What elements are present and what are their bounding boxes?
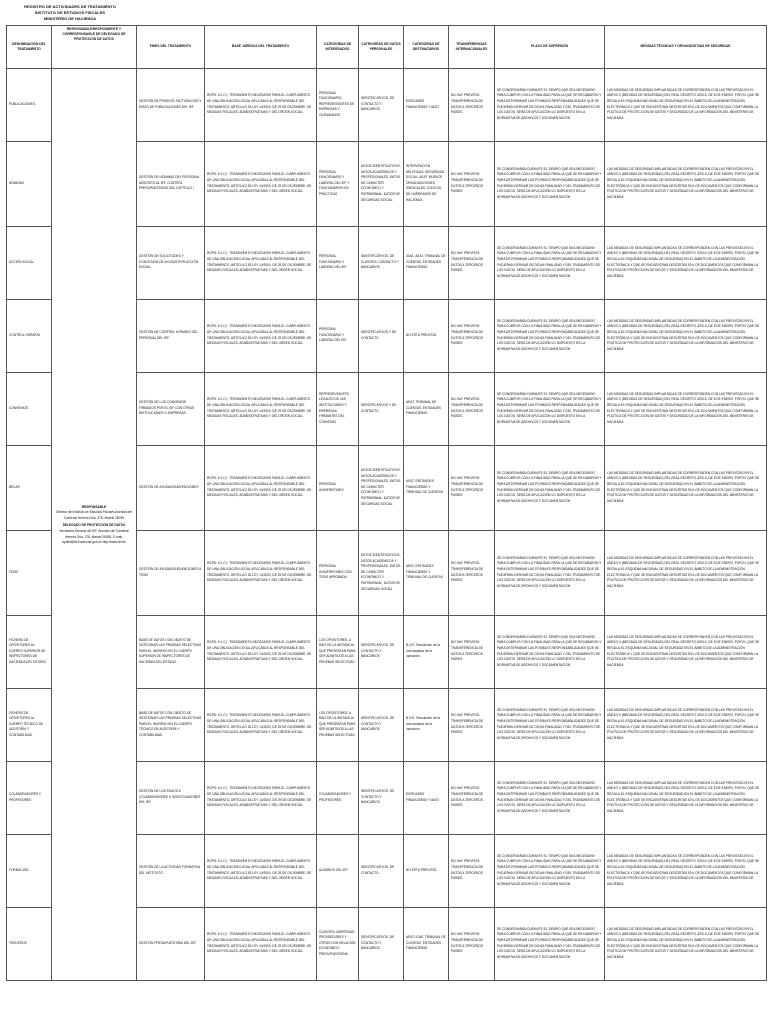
cell-destinatarios: INTERVENCIÓN DELEGADA, SEGURIDAD SOCIAL, AEAT, MUFACE, ORGANIZACIONES SINDICALES, COLEGIO DE HUÉRFANOS DE HACIENDA — [404, 141, 449, 226]
cell-medidas: LAS MEDIDAS DE SEGURIDAD IMPLANTADAS SE CORRESPONDEN CON LAS PREVISTAS EN EL ANEXO II (MEDIDAS DE SEGURIDAD) DEL REAL DECRETO 3/2010, DE 8 DE ENERO, POR EL QUE SE REGULA EL ESQUEMA NACIONAL DE SEGURIDAD EN EL ÁMBITO DE LA ADMINISTRACIÓN ELECTRÓNICA Y QUE SE ENCUENTRAN DESCRITAS EN LOS DOCUMENTOS QUE CONFORMAN LA POLÍTICA DE PROTECCIÓN DE DATOS Y SEGURIDAD DE LA INFORMACIÓN DEL MINISTERIO DE HACIENDA — [605, 761, 767, 834]
cell-base: RGPD: 6.1.C) : TRATAMIENTO NECESARIO PARA EL CUMPLIMIENTO DE UNA OBLIGACIÓN LEGAL APLICABLE AL RESPONSABLE DEL TRATAMIENTO. ARTÍCULO 53 LEY 14/2000, DE 29 DE DICIEMBRE, DE MEDIDAS FISCALES, ADMINISTRATIVAS Y DEL ORDEN SOCIAL. — [205, 372, 317, 445]
cell-denominacion: TESIS — [7, 530, 52, 615]
cell-transferencias: NO HAY PREVISTA TRANSFERENCIA DE DATOS A TERCEROS PAÍSES. — [449, 688, 495, 761]
cell-transferencias: NO HAY PREVISTA TRANSFERENCIA DE DATOS A TERCEROS PAÍSES. — [449, 907, 495, 980]
col-header-transferencias: TRANSFERENCIAS INTERNACIONALES — [449, 25, 495, 68]
cell-medidas: LAS MEDIDAS DE SEGURIDAD IMPLANTADAS SE CORRESPONDEN CON LAS PREVISTAS EN EL ANEXO II (MEDIDAS DE SEGURIDAD) DEL REAL DECRETO 3/2010, DE 8 DE ENERO, POR EL QUE SE REGULA EL ESQUEMA NACIONAL DE SEGURIDAD EN EL ÁMBITO DE LA ADMINISTRACIÓN ELECTRÓNICA Y QUE SE ENCUENTRAN DESCRITAS EN LOS DOCUMENTOS QUE CONFORMAN LA POLÍTICA DE PROTECCIÓN DE DATOS Y SEGURIDAD DE LA INFORMACIÓN DEL MINISTERIO DE HACIENDA — [605, 445, 767, 530]
cell-transferencias: NO HAY PREVISTA TRANSFERENCIA DE DATOS A TERCEROS PAÍSES. — [449, 372, 495, 445]
cell-denominacion: FICHERO DE OPOSITORES AL CUERPO TÉCNICO DE AUDITORÍA Y CONTABILIDAD — [7, 688, 52, 761]
cell-interesados: PERSONAL FUNCIONARIO Y LABORAL DEL IEF. — [317, 226, 359, 299]
cell-datos: IDENTIFICATIVOS, DE CONTACTO Y BANCARIOS — [359, 615, 404, 688]
cell-fines: GESTIÓN DE LOS CONVENIOS FIRMADOS POR EL IEF CON OTRAS INSTITUCIONES O EMPRESAS. — [137, 372, 205, 445]
header-line: REGISTRO DE ACTIVIDADES DE TRATAMIENTO — [24, 4, 116, 9]
cell-fines: GESTIÓN DE AYUDAS/SUBVENCIONES — [137, 445, 205, 530]
cell-transferencias: NO HAY PREVISTA TRANSFERENCIA DE DATOS A TERCEROS PAÍSES. — [449, 141, 495, 226]
cell-destinatarios: B.O.E. Resolución de la convocatoria de la oposición. — [404, 615, 449, 688]
cell-fines: GESTIÓN DE NÓMINAS DEL PERSONAL ADSCRITO AL IEF. CONTROL PRESUPUESTARIO DEL CAPÍTULO I — [137, 141, 205, 226]
cell-interesados: REPRESENTANTES LEGALES DE LAS INSTITUCIONES Y EMPRESAS FIRMANTES DEL CONVENIO — [317, 372, 359, 445]
cell-base: RGPD: 6.1.C) : TRATAMIENTO NECESARIO PARA EL CUMPLIMIENTO DE UNA OBLIGACIÓN LEGAL APLICABLE AL RESPONSABLE DEL TRATAMIENTO. ARTÍCULO 53 LEY 14/2000, DE 29 DE DICIEMBRE, DE MEDIDAS FISCALES, ADMINISTRATIVAS Y DEL ORDEN SOCIAL. — [205, 761, 317, 834]
cell-transferencias: NO HAY PREVISTA TRANSFERENCIA DE DATOS A TERCEROS PAÍSES. — [449, 299, 495, 372]
cell-transferencias: NO HAY PREVISTA TRANSFERENCIA DE DATOS A TERCEROS PAÍSES. — [449, 530, 495, 615]
cell-denominacion: TERCEROS — [7, 907, 52, 980]
cell-destinatarios: AEAT, ENTIDADES FINANCIERAS Y TRIBUNAL DE CUENTAS — [404, 445, 449, 530]
cell-interesados: LOS OPOSITORES, A RAÍZ DE LA INSTANCIA QUE PRESENTAN PARA SER ADMITIDOS A LAS PRUEBAS SELECTIVAS. — [317, 688, 359, 761]
cell-destinatarios: ENTIDADES FINANCIERAS Y AEAT — [404, 68, 449, 141]
cell-fines: BASE DE DATOS CON OBJETO DE GESTIONAR LAS PRUEBAS SELECTIVAS PARA EL INGRESO EN EL CUERPO SUPERIOR DE INSPECTORES DE HACIENDA DEL ESTADO. — [137, 615, 205, 688]
cell-medidas: LAS MEDIDAS DE SEGURIDAD IMPLANTADAS SE CORRESPONDEN CON LAS PREVISTAS EN EL ANEXO II (MEDIDAS DE SEGURIDAD) DEL REAL DECRETO 3/2010, DE 8 DE ENERO, POR EL QUE SE REGULA EL ESQUEMA NACIONAL DE SEGURIDAD EN EL ÁMBITO DE LA ADMINISTRACIÓN ELECTRÓNICA Y QUE SE ENCUENTRAN DESCRITAS EN LOS DOCUMENTOS QUE CONFORMAN LA POLÍTICA DE PROTECCIÓN DE DATOS Y SEGURIDAD DE LA INFORMACIÓN DEL MINISTERIO DE HACIENDA — [605, 688, 767, 761]
cell-destinatarios: AEAT, ENTIDADES FINANCIERAS Y TRIBUNAL DE CUENTAS — [404, 530, 449, 615]
cell-fines: BASE DE DATOS CON OBJETO DE GESTIONAR LAS PRUEBAS SELECTIVAS PARA EL INGRESO EN EL CUERPO TÉCNICO DE AUDITORÍA Y CONTABILIDAD — [137, 688, 205, 761]
cell-base: RGPD: 6.1.C) : TRATAMIENTO NECESARIO PARA EL CUMPLIMIENTO DE UNA OBLIGACIÓN LEGAL APLICABLE AL RESPONSABLE DEL TRATAMIENTO. ARTÍCULO 53 LEY 14/2000, DE 29 DE DICIEMBRE, DE MEDIDAS FISCALES, ADMINISTRATIVAS Y DEL ORDEN SOCIAL. — [205, 68, 317, 141]
cell-datos: DATOS IDENTIFICATIVOS, DATOS ACADÉMICOS Y PROFESIONALES, DATOS DE CARÁCTER ECONÓMICO Y PATRIMONIAL, DATOS DE SEGURIDAD SOCIAL — [359, 141, 404, 226]
cell-destinatarios: B.O.E. Resolución de la convocatoria de la oposición. — [404, 688, 449, 761]
cell-destinatarios: NO ESTÁ PREVISTA — [404, 299, 449, 372]
cell-medidas: LAS MEDIDAS DE SEGURIDAD IMPLANTADAS SE CORRESPONDEN CON LAS PREVISTAS EN EL ANEXO II (MEDIDAS DE SEGURIDAD) DEL REAL DECRETO 3/2010, DE 8 DE ENERO, POR EL QUE SE REGULA EL ESQUEMA NACIONAL DE SEGURIDAD EN EL ÁMBITO DE LA ADMINISTRACIÓN ELECTRÓNICA Y QUE SE ENCUENTRAN DESCRITAS EN LOS DOCUMENTOS QUE CONFORMAN LA POLÍTICA DE PROTECCIÓN DE DATOS Y SEGURIDAD DE LA INFORMACIÓN DEL MINISTERIO DE HACIENDA — [605, 907, 767, 980]
cell-destinatarios: NO ESTÁ PREVISTA — [404, 834, 449, 907]
cell-plazo: SE CONSERVARÁN DURANTE EL TIEMPO QUE SEA NECESARIO PARA CUMPLIR CON LA FINALIDAD PARA LA QUE SE RECABARON Y PARA DETERMINAR LAS POSIBLES RESPONSABILIDADES QUE SE PUDIERAN DERIVAR DE DICHA FINALIDAD Y DEL TRATAMIENTO DE LOS DATOS. SERÁ DE APLICACIÓN LO DISPUESTO EN LA NORMATIVA DE ARCHIVOS Y DOCUMENTACIÓN — [495, 68, 605, 141]
cell-transferencias: NO HAY PREVISTA TRANSFERENCIA DE DATOS A TERCEROS PAÍSES. — [449, 68, 495, 141]
cell-base: RGPD: 6.1.C) : TRATAMIENTO NECESARIO PARA EL CUMPLIMIENTO DE UNA OBLIGACIÓN LEGAL APLICABLE AL RESPONSABLE DEL TRATAMIENTO. ARTÍCULO 53 LEY 14/2000, DE 29 DE DICIEMBRE, DE MEDIDAS FISCALES, ADMINISTRATIVAS Y DEL ORDEN SOCIAL. — [205, 141, 317, 226]
col-header-interesados: CATEGORÍAS DE INTERESADOS — [317, 25, 359, 68]
cell-medidas: LAS MEDIDAS DE SEGURIDAD IMPLANTADAS SE CORRESPONDEN CON LAS PREVISTAS EN EL ANEXO II (MEDIDAS DE SEGURIDAD) DEL REAL DECRETO 3/2010, DE 8 DE ENERO, POR EL QUE SE REGULA EL ESQUEMA NACIONAL DE SEGURIDAD EN EL ÁMBITO DE LA ADMINISTRACIÓN ELECTRÓNICA Y QUE SE ENCUENTRAN DESCRITAS EN LOS DOCUMENTOS QUE CONFORMAN LA POLÍTICA DE PROTECCIÓN DE DATOS Y SEGURIDAD DE LA INFORMACIÓN DEL MINISTERIO DE HACIENDA — [605, 530, 767, 615]
header-line: MINISTERIO DE HACIENDA — [43, 16, 97, 22]
col-header-plazo: PLAZO DE SUPRESIÓN — [495, 25, 605, 68]
cell-interesados: PERSONAL UNIVERSITARIO — [317, 445, 359, 530]
cell-denominacion: COLABORADORES Y PROFESORES — [7, 761, 52, 834]
responsable-cell — [52, 68, 137, 980]
cell-plazo: SE CONSERVARÁN DURANTE EL TIEMPO QUE SEA NECESARIO PARA CUMPLIR CON LA FINALIDAD PARA LA QUE SE RECABARON Y PARA DETERMINAR LAS POSIBLES RESPONSABILIDADES QUE SE PUDIERAN DERIVAR DE DICHA FINALIDAD Y DEL TRATAMIENTO DE LOS DATOS. SERÁ DE APLICACIÓN LO DISPUESTO EN LA NORMATIVA DE ARCHIVOS Y DOCUMENTACIÓN — [495, 834, 605, 907]
cell-interesados: ALUMNOS DEL IEF. — [317, 834, 359, 907]
cell-denominacion: PUBLICACIONES — [7, 68, 52, 141]
cell-denominacion: CONVENIOS — [7, 372, 52, 445]
dpd-text: Secretaría General del IEF. Avenida del Cardenal Herrera Oria, 378, Madrid 28035. E-mail: dpdief@ief.hacienda.gob.es http://www.ief.es — [59, 528, 129, 545]
cell-medidas: LAS MEDIDAS DE SEGURIDAD IMPLANTADAS SE CORRESPONDEN CON LAS PREVISTAS EN EL ANEXO II (MEDIDAS DE SEGURIDAD) DEL REAL DECRETO 3/2010, DE 8 DE ENERO, POR EL QUE SE REGULA EL ESQUEMA NACIONAL DE SEGURIDAD EN EL ÁMBITO DE LA ADMINISTRACIÓN ELECTRÓNICA Y QUE SE ENCUENTRAN DESCRITAS EN LOS DOCUMENTOS QUE CONFORMAN LA POLÍTICA DE PROTECCIÓN DE DATOS Y SEGURIDAD DE LA INFORMACIÓN DEL MINISTERIO DE HACIENDA — [605, 372, 767, 445]
cell-datos: IDENTIFICATIVOS, DE CONTACTO Y BANCARIOS — [359, 68, 404, 141]
cell-plazo: SE CONSERVARÁN DURANTE EL TIEMPO QUE SEA NECESARIO PARA CUMPLIR CON LA FINALIDAD PARA LA QUE SE RECABARON Y PARA DETERMINAR LAS POSIBLES RESPONSABILIDADES QUE SE PUDIERAN DERIVAR DE DICHA FINALIDAD Y DEL TRATAMIENTO DE LOS DATOS. SERÁ DE APLICACIÓN LO DISPUESTO EN LA NORMATIVA DE ARCHIVOS Y DOCUMENTACIÓN — [495, 530, 605, 615]
table-row — [7, 68, 767, 141]
cell-base: RGPD: 6.1.C) : TRATAMIENTO NECESARIO PARA EL CUMPLIMIENTO DE UNA OBLIGACIÓN LEGAL APLICABLE AL RESPONSABLE DEL TRATAMIENTO. ARTÍCULO 53 LEY 14/2000, DE 29 DE DICIEMBRE, DE MEDIDAS FISCALES, ADMINISTRATIVAS Y DEL ORDEN SOCIAL. — [205, 530, 317, 615]
document-page — [6, 0, 766, 981]
col-header-medidas: MEDIDAS TÉCNICAS Y ORGANIZATIVAS DE SEGURIDAD — [605, 25, 767, 68]
cell-plazo: SE CONSERVARÁN DURANTE EL TIEMPO QUE SEA NECESARIO PARA CUMPLIR CON LA FINALIDAD PARA LA QUE SE RECABARON Y PARA DETERMINAR LAS POSIBLES RESPONSABILIDADES QUE SE PUDIERAN DERIVAR DE DICHA FINALIDAD Y DEL TRATAMIENTO DE LOS DATOS. SERÁ DE APLICACIÓN LO DISPUESTO EN LA NORMATIVA DE ARCHIVOS Y DOCUMENTACIÓN — [495, 299, 605, 372]
cell-plazo: SE CONSERVARÁN DURANTE EL TIEMPO QUE SEA NECESARIO PARA CUMPLIR CON LA FINALIDAD PARA LA QUE SE RECABARON Y PARA DETERMINAR LAS POSIBLES RESPONSABILIDADES QUE SE PUDIERAN DERIVAR DE DICHA FINALIDAD Y DEL TRATAMIENTO DE LOS DATOS. SERÁ DE APLICACIÓN LO DISPUESTO EN LA NORMATIVA DE ARCHIVOS Y DOCUMENTACIÓN — [495, 907, 605, 980]
cell-base: RGPD: 6.1.C) : TRATAMIENTO NECESARIO PARA EL CUMPLIMIENTO DE UNA OBLIGACIÓN LEGAL APLICABLE AL RESPONSABLE DEL TRATAMIENTO. ARTÍCULO 53 LEY 14/2000, DE 29 DE DICIEMBRE, DE MEDIDAS FISCALES, ADMINISTRATIVAS Y DEL ORDEN SOCIAL. — [205, 688, 317, 761]
cell-datos: DATOS IDENTIFICATIVOS, DATOS ACADÉMICOS Y PROFESIONALES, DATOS DE CARÁCTER ECONÓMICO Y PATRIMONIAL, DATOS DE SEGURIDAD SOCIAL — [359, 445, 404, 530]
cell-interesados: PERSONAL UNIVERSITARIO CON TESIS APROBADA. — [317, 530, 359, 615]
cell-datos: IDENTIFICATIVOS, DE CONTACTO Y BANCARIOS — [359, 688, 404, 761]
cell-medidas: LAS MEDIDAS DE SEGURIDAD IMPLANTADAS SE CORRESPONDEN CON LAS PREVISTAS EN EL ANEXO II (MEDIDAS DE SEGURIDAD) DEL REAL DECRETO 3/2010, DE 8 DE ENERO, POR EL QUE SE REGULA EL ESQUEMA NACIONAL DE SEGURIDAD EN EL ÁMBITO DE LA ADMINISTRACIÓN ELECTRÓNICA Y QUE SE ENCUENTRAN DESCRITAS EN LOS DOCUMENTOS QUE CONFORMAN LA POLÍTICA DE PROTECCIÓN DE DATOS Y SEGURIDAD DE LA INFORMACIÓN DEL MINISTERIO DE HACIENDA — [605, 141, 767, 226]
col-header-fines: FINES DEL TRATAMIENTO — [137, 25, 205, 68]
cell-medidas: LAS MEDIDAS DE SEGURIDAD IMPLANTADAS SE CORRESPONDEN CON LAS PREVISTAS EN EL ANEXO II (MEDIDAS DE SEGURIDAD) DEL REAL DECRETO 3/2010, DE 8 DE ENERO, POR EL QUE SE REGULA EL ESQUEMA NACIONAL DE SEGURIDAD EN EL ÁMBITO DE LA ADMINISTRACIÓN ELECTRÓNICA Y QUE SE ENCUENTRAN DESCRITAS EN LOS DOCUMENTOS QUE CONFORMAN LA POLÍTICA DE PROTECCIÓN DE DATOS Y SEGURIDAD DE LA INFORMACIÓN DEL MINISTERIO DE HACIENDA — [605, 226, 767, 299]
responsable-text: Director del Instituto de Estudios Fiscales Avenida del Cardenal Herrera Oria, 378, Madrid 28035 — [56, 510, 132, 520]
cell-fines: GESTIÓN DE AYUDAS/SUBVENCIONES A TESIS — [137, 530, 205, 615]
cell-denominacion: CONTROL HORARIO — [7, 299, 52, 372]
cell-base: RGPD: 6.1.C) : TRATAMIENTO NECESARIO PARA EL CUMPLIMIENTO DE UNA OBLIGACIÓN LEGAL APLICABLE AL RESPONSABLE DEL TRATAMIENTO. ARTÍCULO 53 LEY 14/2000, DE 29 DE DICIEMBRE, DE MEDIDAS FISCALES, ADMINISTRATIVAS Y DEL ORDEN SOCIAL. — [205, 907, 317, 980]
cell-interesados: PERSONAL FUNCIONARIO, REPRESENTANTES DE EMPRESAS Y CIUDADANOS — [317, 68, 359, 141]
cell-base: RGPD: 6.1.C) : TRATAMIENTO NECESARIO PARA EL CUMPLIMIENTO DE UNA OBLIGACIÓN LEGAL APLICABLE AL RESPONSABLE DEL TRATAMIENTO. ARTÍCULO 53 LEY 14/2000, DE 29 DE DICIEMBRE, DE MEDIDAS FISCALES, ADMINISTRATIVAS Y DEL ORDEN SOCIAL. — [205, 226, 317, 299]
cell-denominacion: FICHERO DE OPOSITORES AL CUERPO SUPERIOR DE INSPECTORES DE HACIENDA DEL ESTADO — [7, 615, 52, 688]
cell-medidas: LAS MEDIDAS DE SEGURIDAD IMPLANTADAS SE CORRESPONDEN CON LAS PREVISTAS EN EL ANEXO II (MEDIDAS DE SEGURIDAD) DEL REAL DECRETO 3/2010, DE 8 DE ENERO, POR EL QUE SE REGULA EL ESQUEMA NACIONAL DE SEGURIDAD EN EL ÁMBITO DE LA ADMINISTRACIÓN ELECTRÓNICA Y QUE SE ENCUENTRAN DESCRITAS EN LOS DOCUMENTOS QUE CONFORMAN LA POLÍTICA DE PROTECCIÓN DE DATOS Y SEGURIDAD DE LA INFORMACIÓN DEL MINISTERIO DE HACIENDA — [605, 299, 767, 372]
document-header — [6, 4, 134, 23]
cell-transferencias: NO HAY PREVISTA TRANSFERENCIA DE DATOS A TERCEROS PAÍSES. — [449, 834, 495, 907]
cell-denominacion: ACCIÓN SOCIAL — [7, 226, 52, 299]
cell-destinatarios: AEAT, TRIBUNAL DE CUENTAS, ENTIDADES FINANCIERAS — [404, 372, 449, 445]
col-header-denominacion: DENOMINACIÓN DEL TRATAMIENTO — [7, 25, 52, 68]
cell-datos: DATOS IDENTIFICATIVOS, DATOS ACADÉMICOS Y PROFESIONALES, DATOS DE CARÁCTER ECONÓMICO Y PATRIMONIAL, DATOS DE SEGURIDAD SOCIAL — [359, 530, 404, 615]
cell-plazo: SE CONSERVARÁN DURANTE EL TIEMPO QUE SEA NECESARIO PARA CUMPLIR CON LA FINALIDAD PARA LA QUE SE RECABARON Y PARA DETERMINAR LAS POSIBLES RESPONSABILIDADES QUE SE PUDIERAN DERIVAR DE DICHA FINALIDAD Y DEL TRATAMIENTO DE LOS DATOS. SERÁ DE APLICACIÓN LO DISPUESTO EN LA NORMATIVA DE ARCHIVOS Y DOCUMENTACIÓN — [495, 141, 605, 226]
cell-fines: GESTIÓN DE LA ACTIVIDAD FORMATIVA DEL INSTITUTO. — [137, 834, 205, 907]
cell-fines: GESTIÓN PRESUPUESTARIA DEL IEF. — [137, 907, 205, 980]
cell-plazo: SE CONSERVARÁN DURANTE EL TIEMPO QUE SEA NECESARIO PARA CUMPLIR CON LA FINALIDAD PARA LA QUE SE RECABARON Y PARA DETERMINAR LAS POSIBLES RESPONSABILIDADES QUE SE PUDIERAN DERIVAR DE DICHA FINALIDAD Y DEL TRATAMIENTO DE LOS DATOS. SERÁ DE APLICACIÓN LO DISPUESTO EN LA NORMATIVA DE ARCHIVOS Y DOCUMENTACIÓN — [495, 615, 605, 688]
cell-datos: IDENTIFICATIVOS Y DE CONTACTO — [359, 299, 404, 372]
cell-interesados: PERSONAL FUNCIONARIO Y LABORAL DEL IEF Y FUNCIONARIOS EN PRÁCTICAS — [317, 141, 359, 226]
cell-datos: IDENTIFICATIVOS, DE CLIENTES, CONTACTO Y BANCARIOS — [359, 226, 404, 299]
cell-destinatarios: ENTIDADES FINANCIERAS Y AEAT — [404, 761, 449, 834]
cell-plazo: SE CONSERVARÁN DURANTE EL TIEMPO QUE SEA NECESARIO PARA CUMPLIR CON LA FINALIDAD PARA LA QUE SE RECABARON Y PARA DETERMINAR LAS POSIBLES RESPONSABILIDADES QUE SE PUDIERAN DERIVAR DE DICHA FINALIDAD Y DEL TRATAMIENTO DE LOS DATOS. SERÁ DE APLICACIÓN LO DISPUESTO EN LA NORMATIVA DE ARCHIVOS Y DOCUMENTACIÓN — [495, 372, 605, 445]
cell-transferencias: NO HAY PREVISTA TRANSFERENCIA DE DATOS A TERCEROS PAÍSES. — [449, 615, 495, 688]
cell-denominacion: BECAS — [7, 445, 52, 530]
dpd-title: DELEGADO DE PROTECCIÓN DE DATOS — [62, 523, 126, 528]
col-header-destinatarios: CATEGORÍAS DE DESTINATARIOS — [404, 25, 449, 68]
cell-interesados: LOS OPOSITORES, A RAÍZ DE LA INSTANCIA QUE PRESENTAN PARA SER ADMITIDOS A LAS PRUEBAS SELECTIVAS. — [317, 615, 359, 688]
cell-fines: GESTIÓN DE CONTROL HORARIO DEL PERSONAL DEL IEF. — [137, 299, 205, 372]
col-header-datos: CATEGORÍAS DE DATOS PERSONALES — [359, 25, 404, 68]
col-header-responsable: RESPONSABLE/RESPONDENTE Y CORRESPONSABLE DE DELEGADO DE PROTECCIÓN DE DATOS — [52, 25, 137, 68]
activities-register-table — [6, 25, 767, 981]
cell-transferencias: NO HAY PREVISTA TRANSFERENCIA DE DATOS A TERCEROS PAÍSES. — [449, 445, 495, 530]
cell-destinatarios: IGAE, AEAT, TRIBUNAL DE CUENTAS, ENTIDADES FINANCIERAS — [404, 226, 449, 299]
cell-fines: GESTIÓN DE LOS PAGOS A COLABORADORES E INVESTIGADORES DEL IEF. — [137, 761, 205, 834]
cell-interesados: PERSONAL FUNCIONARIO Y LABORAL DEL IEF. — [317, 299, 359, 372]
cell-datos: IDENTIFICATIVOS Y DE CONTACTO — [359, 372, 404, 445]
cell-base: RGPD: 6.1.C) : TRATAMIENTO NECESARIO PARA EL CUMPLIMIENTO DE UNA OBLIGACIÓN LEGAL APLICABLE AL RESPONSABLE DEL TRATAMIENTO. ARTÍCULO 53 LEY 14/2000, DE 29 DE DICIEMBRE, DE MEDIDAS FISCALES, ADMINISTRATIVAS Y DEL ORDEN SOCIAL. — [205, 834, 317, 907]
cell-datos: IDENTIFICATIVOS, DE CONTACTO Y BANCARIOS — [359, 907, 404, 980]
cell-base: RGPD: 6.1.C) : TRATAMIENTO NECESARIO PARA EL CUMPLIMIENTO DE UNA OBLIGACIÓN LEGAL APLICABLE AL RESPONSABLE DEL TRATAMIENTO. ARTÍCULO 53 LEY 14/2000, DE 29 DE DICIEMBRE, DE MEDIDAS FISCALES, ADMINISTRATIVAS Y DEL ORDEN SOCIAL. — [205, 445, 317, 530]
cell-interesados: COLABORADORES Y PROFESORES. — [317, 761, 359, 834]
cell-transferencias: NO HAY PREVISTA TRANSFERENCIA DE DATOS A TERCEROS PAÍSES. — [449, 226, 495, 299]
table-header-row — [7, 25, 767, 68]
header-line: INSTITUTO DE ESTUDIOS FISCALES — [34, 10, 106, 16]
cell-destinatarios: AEAT, IGAE, TRIBUNAL DE CUENTAS, ENTIDADES FINANCIERAS — [404, 907, 449, 980]
cell-medidas: LAS MEDIDAS DE SEGURIDAD IMPLANTADAS SE CORRESPONDEN CON LAS PREVISTAS EN EL ANEXO II (MEDIDAS DE SEGURIDAD) DEL REAL DECRETO 3/2010, DE 8 DE ENERO, POR EL QUE SE REGULA EL ESQUEMA NACIONAL DE SEGURIDAD EN EL ÁMBITO DE LA ADMINISTRACIÓN ELECTRÓNICA Y QUE SE ENCUENTRAN DESCRITAS EN LOS DOCUMENTOS QUE CONFORMAN LA POLÍTICA DE PROTECCIÓN DE DATOS Y SEGURIDAD DE LA INFORMACIÓN DEL MINISTERIO DE HACIENDA — [605, 68, 767, 141]
cell-base: RGPD: 6.1.C) : TRATAMIENTO NECESARIO PARA EL CUMPLIMIENTO DE UNA OBLIGACIÓN LEGAL APLICABLE AL RESPONSABLE DEL TRATAMIENTO. ARTÍCULO 53 LEY 14/2000, DE 29 DE DICIEMBRE, DE MEDIDAS FISCALES, ADMINISTRATIVAS Y DEL ORDEN SOCIAL. — [205, 299, 317, 372]
cell-fines: GESTIÓN DE PEDIDOS, FACTURACIÓN Y ENVÍO DE PUBLICACIONES DEL IEF — [137, 68, 205, 141]
cell-plazo: SE CONSERVARÁN DURANTE EL TIEMPO QUE SEA NECESARIO PARA CUMPLIR CON LA FINALIDAD PARA LA QUE SE RECABARON Y PARA DETERMINAR LAS POSIBLES RESPONSABILIDADES QUE SE PUDIERAN DERIVAR DE DICHA FINALIDAD Y DEL TRATAMIENTO DE LOS DATOS. SERÁ DE APLICACIÓN LO DISPUESTO EN LA NORMATIVA DE ARCHIVOS Y DOCUMENTACIÓN — [495, 445, 605, 530]
cell-medidas: LAS MEDIDAS DE SEGURIDAD IMPLANTADAS SE CORRESPONDEN CON LAS PREVISTAS EN EL ANEXO II (MEDIDAS DE SEGURIDAD) DEL REAL DECRETO 3/2010, DE 8 DE ENERO, POR EL QUE SE REGULA EL ESQUEMA NACIONAL DE SEGURIDAD EN EL ÁMBITO DE LA ADMINISTRACIÓN ELECTRÓNICA Y QUE SE ENCUENTRAN DESCRITAS EN LOS DOCUMENTOS QUE CONFORMAN LA POLÍTICA DE PROTECCIÓN DE DATOS Y SEGURIDAD DE LA INFORMACIÓN DEL MINISTERIO DE HACIENDA — [605, 834, 767, 907]
col-header-base: BASE JURÍDICA DEL TRATAMIENTO — [205, 25, 317, 68]
cell-denominacion: NÓMINAS — [7, 141, 52, 226]
cell-interesados: CLIENTES, EMPRESAS, PROVEEDORES Y OTROS CON RELACIÓN ECONÓMICO-PRESUPUESTARIA. — [317, 907, 359, 980]
cell-plazo: SE CONSERVARÁN DURANTE EL TIEMPO QUE SEA NECESARIO PARA CUMPLIR CON LA FINALIDAD PARA LA QUE SE RECABARON Y PARA DETERMINAR LAS POSIBLES RESPONSABILIDADES QUE SE PUDIERAN DERIVAR DE DICHA FINALIDAD Y DEL TRATAMIENTO DE LOS DATOS. SERÁ DE APLICACIÓN LO DISPUESTO EN LA NORMATIVA DE ARCHIVOS Y DOCUMENTACIÓN — [495, 761, 605, 834]
cell-medidas: LAS MEDIDAS DE SEGURIDAD IMPLANTADAS SE CORRESPONDEN CON LAS PREVISTAS EN EL ANEXO II (MEDIDAS DE SEGURIDAD) DEL REAL DECRETO 3/2010, DE 8 DE ENERO, POR EL QUE SE REGULA EL ESQUEMA NACIONAL DE SEGURIDAD EN EL ÁMBITO DE LA ADMINISTRACIÓN ELECTRÓNICA Y QUE SE ENCUENTRAN DESCRITAS EN LOS DOCUMENTOS QUE CONFORMAN LA POLÍTICA DE PROTECCIÓN DE DATOS Y SEGURIDAD DE LA INFORMACIÓN DEL MINISTERIO DE HACIENDA — [605, 615, 767, 688]
cell-plazo: SE CONSERVARÁN DURANTE EL TIEMPO QUE SEA NECESARIO PARA CUMPLIR CON LA FINALIDAD PARA LA QUE SE RECABARON Y PARA DETERMINAR LAS POSIBLES RESPONSABILIDADES QUE SE PUDIERAN DERIVAR DE DICHA FINALIDAD Y DEL TRATAMIENTO DE LOS DATOS. SERÁ DE APLICACIÓN LO DISPUESTO EN LA NORMATIVA DE ARCHIVOS Y DOCUMENTACIÓN — [495, 688, 605, 761]
cell-datos: IDENTIFICATIVOS, DE CONTACTO Y BANCARIOS — [359, 761, 404, 834]
cell-fines: GESTIÓN DE SOLICITUDES Y CONCESIÓN DE AYUDAS POR ACCIÓN SOCIAL. — [137, 226, 205, 299]
cell-denominacion: FORMACIÓN — [7, 834, 52, 907]
cell-transferencias: NO HAY PREVISTA TRANSFERENCIA DE DATOS A TERCEROS PAÍSES. — [449, 761, 495, 834]
cell-base: RGPD: 6.1.C) : TRATAMIENTO NECESARIO PARA EL CUMPLIMIENTO DE UNA OBLIGACIÓN LEGAL APLICABLE AL RESPONSABLE DEL TRATAMIENTO. ARTÍCULO 53 LEY 14/2000, DE 29 DE DICIEMBRE, DE MEDIDAS FISCALES, ADMINISTRATIVAS Y DEL ORDEN SOCIAL. — [205, 615, 317, 688]
responsable-title: RESPONSABLE — [81, 504, 107, 509]
cell-plazo: SE CONSERVARÁN DURANTE EL TIEMPO QUE SEA NECESARIO PARA CUMPLIR CON LA FINALIDAD PARA LA QUE SE RECABARON Y PARA DETERMINAR LAS POSIBLES RESPONSABILIDADES QUE SE PUDIERAN DERIVAR DE DICHA FINALIDAD Y DEL TRATAMIENTO DE LOS DATOS. SERÁ DE APLICACIÓN LO DISPUESTO EN LA NORMATIVA DE ARCHIVOS Y DOCUMENTACIÓN — [495, 226, 605, 299]
cell-datos: IDENTIFICATIVOS, DE CONTACTO. — [359, 834, 404, 907]
